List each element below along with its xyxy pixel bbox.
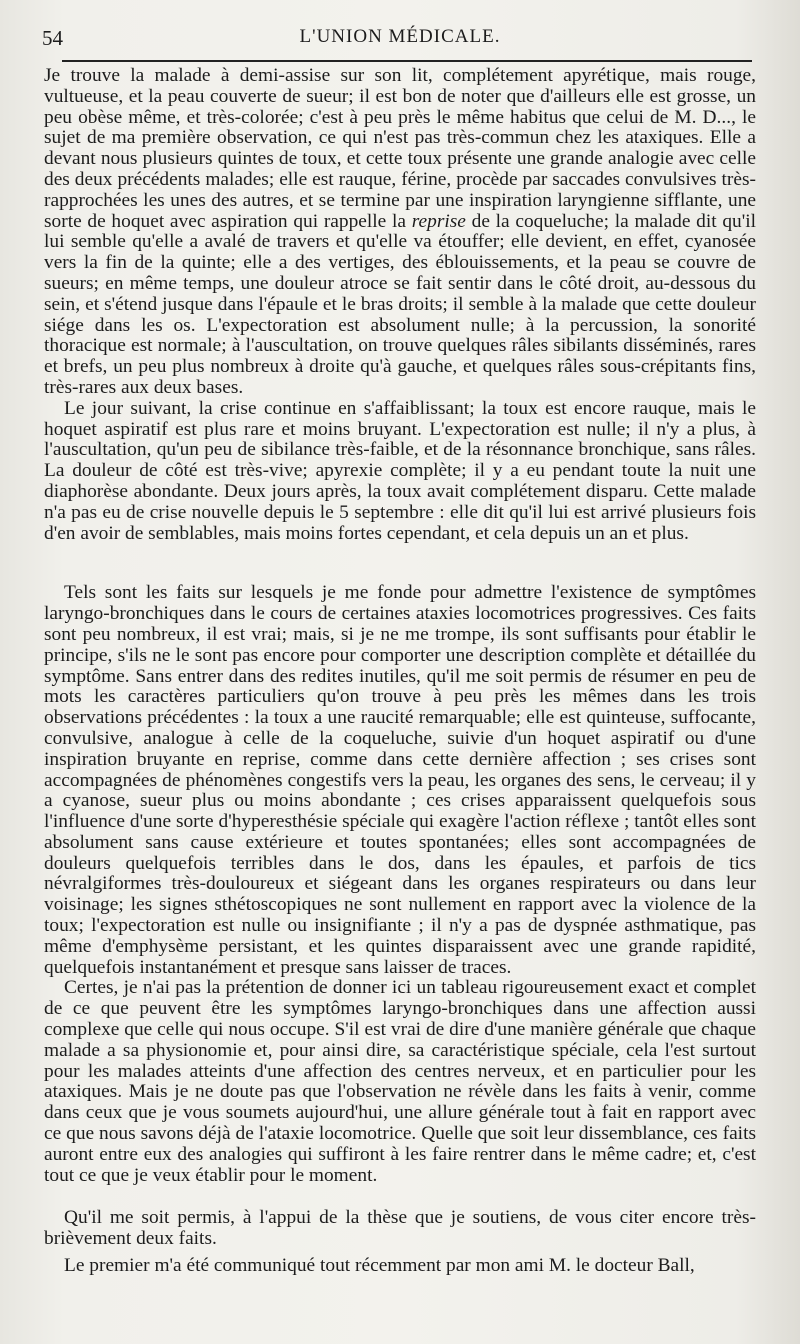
running-title: L'UNION MÉDICALE. [299,26,501,47]
page-number: 54 [42,26,63,50]
article-body [44,66,756,1277]
page-header [42,26,758,50]
paragraph-4: Certes, je n'ai pas la prétention de donner ici un tableau rigoureusement exact et complet de ce que peuvent être les symptômes laryngo-bronchiques dans une affection aussi complexe que celle qui nous occupe. S'il est vrai de dire d'une manière générale que chaque malade a sa physionomie et, pour ainsi dire, sa caractéristique spéciale, cela l'est surtout pour les malades atteints d'une affection des centres nerveux, et en particulier pour les ataxiques. Mais je ne doute pas que l'observation ne révèle dans les faits à venir, comme dans ceux que je vous soumets aujourd'hui, une allure générale tout à fait en rapport avec ce que nous savons déjà de l'ataxie locomotrice. Quelle que soit leur dissemblance, ces faits auront entre eux des analogies qui suffiront à les faire rentrer dans le même cadre; et, c'est tout ce que je veux établir pour le moment. [44,977,756,1186]
paragraph-6: Le premier m'a été communiqué tout récemment par mon ami M. le docteur Ball, [64,1255,695,1277]
header-rule [62,60,752,62]
paragraph-3: Tels sont les faits sur lesquels je me fonde pour admettre l'existence de symptômes laryngo-bronchiques dans le cours de certaines ataxies locomotrices progressives. Ces faits sont peu nombreux, il est vrai; mais, si je ne me trompe, ils sont suffisants pour établir le principe, s'ils ne le sont pas encore pour comporter une description complète et détaillée du symptôme. Sans entrer dans des redites inutiles, qu'il me soit permis de résumer en peu de mots les caractères particuliers qu'on trouve à peu près les mêmes dans les trois observations précédentes : la toux a une raucité remarquable; elle est quinteuse, suffocante, convulsive, analogue à celle de la coqueluche, suivie d'un hoquet aspiratif ou d'une inspiration bruyante en reprise, comme dans cette dernière affection ; ses crises sont accompagnées de phénomènes congestifs vers la peau, les organes des sens, le cerveau; il y a cyanose, sueur plus ou moins abondante ; ces crises apparaissent quelquefois sous l'influence d'une sorte d'hyperesthésie spéciale qui exagère l'action réflexe ; tantôt elles sont absolument sans cause extérieure et toutes spontanées; elles sont accompagnées de douleurs quelquefois terribles dans le dos, dans les épaules, et parfois de tics névralgiformes très-douloureux et siégeant dans les organes respirateurs ou dans leur voisinage; les signes sthétoscopiques ne sont nullement en rapport avec la violence de la toux; l'expectoration est nulle ou insignifiante ; il n'y a pas de dyspnée asthmatique, pas même d'emphysème persistant, et les quintes disparaissent avec une grande rapidité, quelquefois instantanément et presque sans laisser de traces. [44,582,756,978]
paragraph-1 [44,66,756,399]
paragraph-5: Qu'il me soit permis, à l'appui de la thèse que je soutiens, de vous citer encore très-brièvement deux faits. [44,1207,756,1250]
paragraph-1-emphasis: reprise [411,210,466,232]
paragraph-1-text-b: de la coqueluche; la malade dit qu'il lui semble qu'elle a avalé de travers et qu'elle va étouffer; elle devient, en effet, cyanosée vers la fin de la quinte; elle a des vertiges, des éblouissements, et la peau se couvre de sueurs; en même temps, une douleur atroce se fait sentir dans le côté droit, au-dessous du sein, et s'étend jusque dans l'épaule et le bras droits; il semble à la malade que cette douleur siége dans les os. L'expectoration est absolument nulle; à la percussion, la sonorité thoracique est normale; à l'auscultation, on trouve quelques râles sibilants disséminés, rares et brefs, un peu plus nombreux à droite qu'à gauche, et quelques râles sous-crépitants fins, très-rares aux deux bases. [44,210,756,398]
paragraph-1-text-a: Je trouve la malade à demi-assise sur son lit, complétement apyrétique, mais rouge, vultueuse, et la peau couverte de sueur; il est bon de noter que d'ailleurs elle est grosse, un peu obèse même, et très-colorée; c'est à peu près le même habitus que celui de M. D..., le sujet de ma première observation, ce qui n'est pas très-commun chez les ataxiques. Elle a devant nous plusieurs quintes de toux, et cette toux présente une grande analogie avec celle des deux précédents malades; elle est rauque, férine, procède par saccades convulsives très-rapprochées les unes des autres, et se termine par une inspiration laryngienne sifflante, une sorte de hoquet avec aspiration qui rappelle la [44,65,756,232]
paragraph-2: Le jour suivant, la crise continue en s'affaiblissant; la toux est encore rauque, mais le hoquet aspiratif est plus rare et moins bruyant. L'expectoration est nulle; il n'y a plus, à l'auscultation, qu'un peu de sibilance très-faible, et de la résonnance bronchique, sans râles. La douleur de côté est très-vive; apyrexie complète; il y a eu pendant toute la nuit une diaphorèse abondante. Deux jours après, la toux avait complétement disparu. Cette malade n'a pas eu de crise nouvelle depuis le 5 septembre : elle dit qu'il lui est arrivé plusieurs fois d'en avoir de semblables, mais moins fortes cependant, et cela depuis un an et plus. [44,397,756,544]
